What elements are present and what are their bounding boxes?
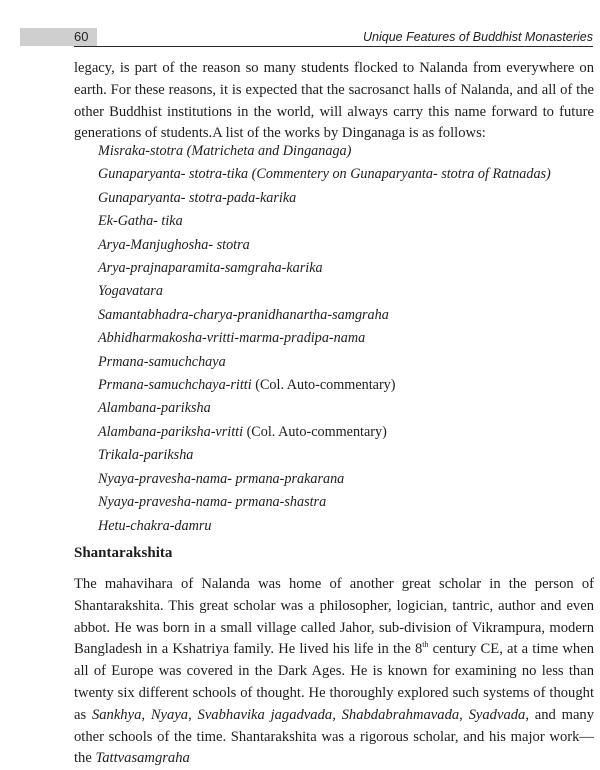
list-item [98, 397, 551, 420]
work-title: Yogavatara [98, 283, 163, 300]
separator: , [332, 706, 342, 723]
work-title: Hetu-chakra-damru [98, 517, 212, 534]
list-item [98, 280, 551, 303]
italic-term: Syadvada [468, 706, 526, 723]
para-text: , and many other schools of the time. Shantarakshita was a rigorous scholar, and his major work—the [74, 706, 595, 767]
italic-term: Shabdabrahmavada [341, 706, 460, 723]
list-item [98, 444, 551, 467]
list-item [98, 257, 551, 280]
italic-term: Tattvasamgraha [95, 750, 190, 767]
separator: , [141, 706, 151, 723]
italic-term: Nyaya [150, 706, 189, 723]
work-title: Arya-Manjughosha- stotra [98, 236, 250, 253]
list-item [98, 374, 551, 397]
work-title: Samantabhadra-charya-pranidhanartha-samgraha [98, 306, 389, 323]
work-title: Ek-Gatha- tika [98, 213, 183, 230]
list-item [98, 163, 551, 186]
list-item [98, 491, 551, 514]
list-item [98, 327, 551, 350]
list-item [98, 468, 551, 491]
work-title: Gunaparyanta- stotra-tika (Commentery on Gunaparyanta- stotra of Ratnadas) [98, 166, 551, 183]
list-item [98, 234, 551, 257]
header-rule [74, 46, 593, 47]
separator: , [188, 706, 198, 723]
running-header-title: Unique Features of Buddhist Monasteries [363, 30, 593, 44]
work-title: Abhidharmakosha-vritti-marma-pradipa-nama [98, 330, 366, 347]
list-item [98, 351, 551, 374]
separator: , [459, 706, 469, 723]
italic-term: Sankhya [91, 706, 142, 723]
shantarakshita-paragraph [74, 574, 594, 770]
para-text: The mahavihara of Nalanda was home of another great scholar in the person of Shantarakshita. This great scholar was a philosopher, logician, tantric, author and even abbot. He was born in a small village called Jahor, sub-division of Vikrampura, modern Bangladesh in a Kshatriya family. He lived his life in the 8 [74, 576, 594, 658]
intro-paragraph: legacy, is part of the reason so many students flocked to Nalanda from everywhere on earth. For these reasons, it is expected that the sacrosanct halls of Nalanda, and all of the other Buddhist institutions in the world, will always carry this name forward to future generations of students.A list of the works by Dinganaga is as follows: [74, 60, 594, 142]
list-item [98, 515, 551, 538]
work-title: Nyaya-pravesha-nama- prmana-prakarana [98, 470, 345, 487]
works-list [98, 140, 551, 538]
work-title: Nyaya-pravesha-nama- prmana-shastra [98, 494, 327, 511]
work-title: Misraka-stotra (Matricheta and Dinganaga) [98, 143, 352, 159]
list-item [98, 140, 551, 163]
work-title: Alambana-pariksha [98, 400, 211, 417]
section-heading: Shantarakshita [74, 545, 173, 561]
para-text: century CE, at a time when all of Europe was covered in the Dark Ages. He is known for examining no less than twenty six different schools of thought. He thoroughly explored such systems of thought as [74, 641, 594, 723]
work-title: Trikala-pariksha [98, 447, 194, 464]
work-title: Arya-prajnaparamita-samgraha-karika [98, 260, 323, 277]
ordinal-superscript: th [422, 640, 429, 650]
work-title: Alambana-pariksha-vritti [98, 423, 244, 440]
list-item [98, 210, 551, 233]
italic-term: Svabhavika jagadvada [197, 706, 333, 723]
list-item [98, 304, 551, 327]
work-title: Prmana-samuchchaya-ritti [98, 377, 252, 394]
work-title: Gunaparyanta- stotra-pada-karika [98, 189, 297, 206]
work-note: (Col. Auto-commentary) [251, 377, 396, 394]
list-item [98, 187, 551, 210]
page-number: 60 [74, 29, 89, 44]
work-note: (Col. Auto-commentary) [243, 423, 387, 440]
work-title: Prmana-samuchchaya [98, 353, 226, 370]
list-item [98, 421, 551, 444]
